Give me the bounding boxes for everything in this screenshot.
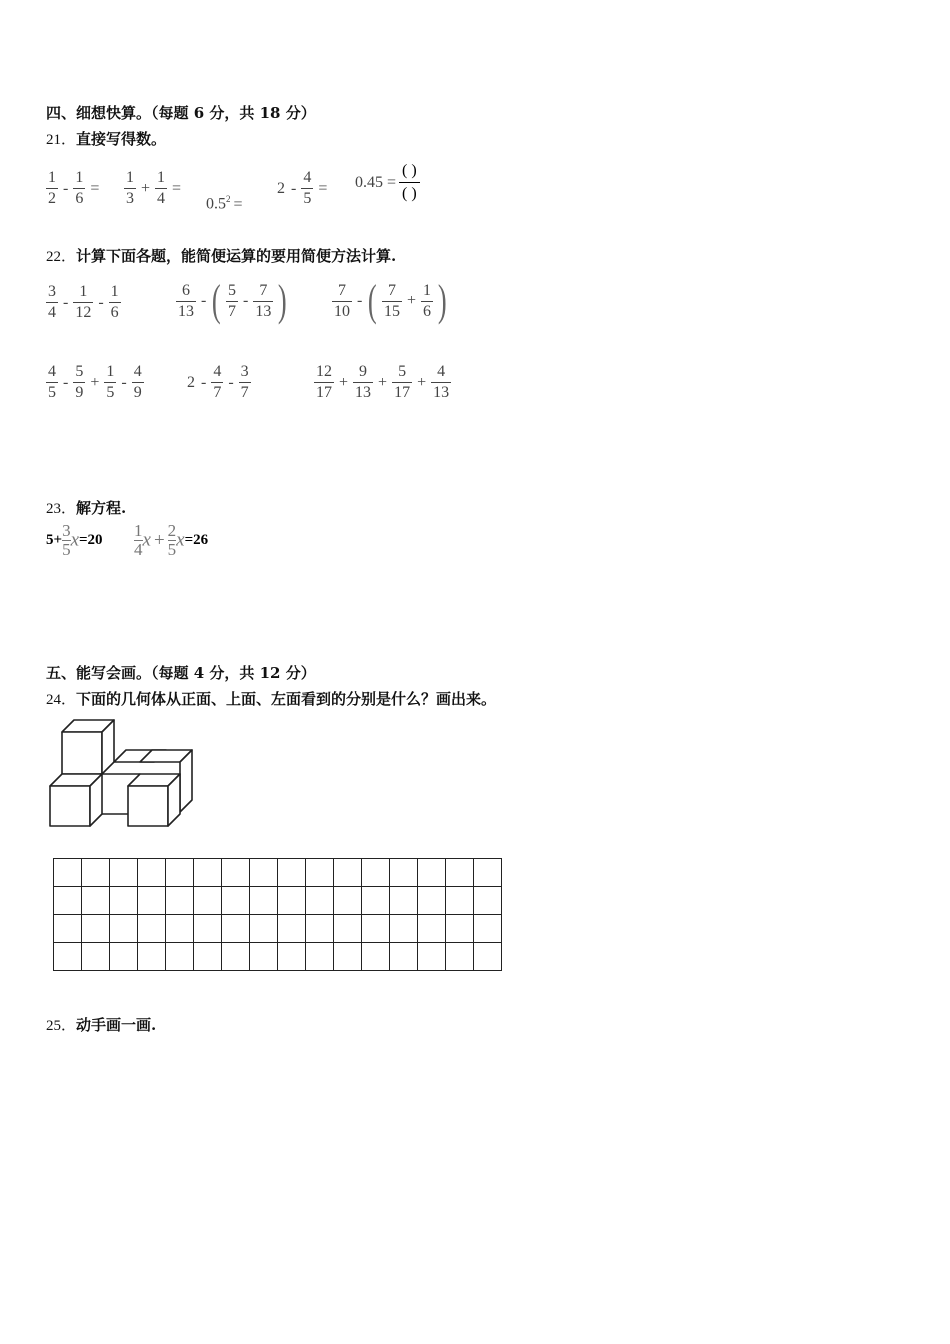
q21-expr-1: $\frac{1}{2}$ - $\frac{1}{6}$ =: [48, 169, 100, 207]
q22-problem-3: $\frac{7}{10}$ - ( $\frac{7}{15}$ + $\frac{1}{6}$ ): [334, 276, 447, 325]
grid-cell[interactable]: [362, 887, 390, 915]
grid-cell[interactable]: [166, 859, 194, 887]
grid-cell[interactable]: [390, 943, 418, 971]
grid-cell[interactable]: [222, 915, 250, 943]
grid-cell[interactable]: [334, 887, 362, 915]
grid-cell[interactable]: [474, 859, 502, 887]
grid-cell[interactable]: [138, 943, 166, 971]
q25-title: 动手画一画.: [76, 1016, 157, 1034]
q21-title: 直接写得数。: [76, 130, 167, 148]
q22-problem-1: $\frac{3}{4}$ - $\frac{1}{12}$ - $\frac{1}{6}$: [48, 283, 119, 321]
grid-cell[interactable]: [446, 887, 474, 915]
grid-cell[interactable]: [194, 915, 222, 943]
grid-cell[interactable]: [54, 887, 82, 915]
grid-cell[interactable]: [278, 915, 306, 943]
grid-cell[interactable]: [474, 943, 502, 971]
grid-cell[interactable]: [446, 859, 474, 887]
grid-cell[interactable]: [250, 943, 278, 971]
grid-cell[interactable]: [306, 943, 334, 971]
grid-cell[interactable]: [54, 859, 82, 887]
grid-cell[interactable]: [278, 943, 306, 971]
q22-problem-5: 2 - $\frac{4}{7}$ - $\frac{3}{7}$: [187, 363, 249, 401]
q22-problem-6: $\frac{12}{17}$ + $\frac{9}{13}$ + $\frac{5}{17}$ + $\frac{4}{13}$: [316, 363, 450, 401]
grid-cell[interactable]: [390, 887, 418, 915]
grid-cell[interactable]: [138, 915, 166, 943]
grid-cell[interactable]: [110, 859, 138, 887]
grid-cell[interactable]: [138, 887, 166, 915]
grid-cell[interactable]: [82, 943, 110, 971]
grid-cell[interactable]: [82, 887, 110, 915]
grid-cell[interactable]: [222, 887, 250, 915]
grid-cell[interactable]: [362, 915, 390, 943]
q25-number: 25．: [46, 1018, 77, 1034]
q23-equation-2: $\frac{1}{4}$ x + $\frac{2}{5}$ x=26: [134, 521, 209, 559]
grid-cell[interactable]: [362, 859, 390, 887]
q21-expr-3: $0.5^2$ =: [206, 194, 243, 213]
grid-cell[interactable]: [474, 915, 502, 943]
grid-row: [54, 887, 502, 915]
q23-heading: [46, 497, 126, 518]
grid-row: [54, 943, 502, 971]
grid-cell[interactable]: [110, 887, 138, 915]
section-5-title: 五、能写会画。（每题 4 分，共 12 分）: [46, 664, 316, 682]
q21-heading: [46, 128, 166, 149]
grid-cell[interactable]: [54, 943, 82, 971]
grid-cell[interactable]: [278, 859, 306, 887]
grid-cell[interactable]: [278, 887, 306, 915]
grid-cell[interactable]: [334, 859, 362, 887]
section-4-title: 四、细想快算。（每题 6 分，共 18 分）: [46, 104, 316, 122]
grid-cell[interactable]: [110, 943, 138, 971]
grid-cell[interactable]: [82, 859, 110, 887]
grid-cell[interactable]: [306, 859, 334, 887]
q22-problem-4: $\frac{4}{5}$ - $\frac{5}{9}$ + $\frac{1}{5}$ - $\frac{4}{9}$: [48, 363, 142, 401]
drawing-grid[interactable]: [53, 858, 502, 971]
grid-cell[interactable]: [390, 859, 418, 887]
q21-expr-4: 2 - $\frac{4}{5}$ =: [277, 169, 328, 207]
grid-row: [54, 915, 502, 943]
q21-expr-2: $\frac{1}{3}$ + $\frac{1}{4}$ =: [126, 169, 182, 207]
grid-cell[interactable]: [390, 915, 418, 943]
grid-cell[interactable]: [250, 859, 278, 887]
q23-title: 解方程.: [76, 499, 127, 517]
q22-heading: [46, 245, 396, 266]
q21-expr-5: 0.45 = $\frac{( )}{( )}$: [352, 160, 422, 205]
q23-number: 23．: [46, 501, 77, 517]
cube-solid-figure: [44, 716, 200, 832]
grid-cell[interactable]: [334, 915, 362, 943]
grid-cell[interactable]: [110, 915, 138, 943]
grid-cell[interactable]: [194, 887, 222, 915]
grid-cell[interactable]: [166, 915, 194, 943]
grid-cell[interactable]: [166, 943, 194, 971]
grid-cell[interactable]: [166, 887, 194, 915]
grid-cell[interactable]: [446, 943, 474, 971]
grid-cell[interactable]: [306, 887, 334, 915]
q22-number: 22．: [46, 249, 77, 265]
grid-row: [54, 859, 502, 887]
grid-cell[interactable]: [54, 915, 82, 943]
grid-cell[interactable]: [418, 887, 446, 915]
grid-cell[interactable]: [194, 859, 222, 887]
q22-title: 计算下面各题，能简便运算的要用简便方法计算.: [76, 247, 397, 265]
grid-cell[interactable]: [222, 859, 250, 887]
q22-problem-2: $\frac{6}{13}$ - ( $\frac{5}{7}$ - $\frac{7}{13}$ ): [178, 276, 288, 325]
grid-cell[interactable]: [82, 915, 110, 943]
q24-title: 下面的几何体从正面、上面、左面看到的分别是什么？画出来。: [76, 690, 497, 708]
grid-cell[interactable]: [334, 943, 362, 971]
grid-cell[interactable]: [194, 943, 222, 971]
grid-cell[interactable]: [250, 915, 278, 943]
q24-heading: [46, 688, 496, 709]
grid-cell[interactable]: [418, 859, 446, 887]
grid-cell[interactable]: [446, 915, 474, 943]
grid-cell[interactable]: [138, 859, 166, 887]
q25-heading: [46, 1014, 156, 1035]
q21-number: 21．: [46, 132, 77, 148]
grid-cell[interactable]: [418, 943, 446, 971]
q24-number: 24．: [46, 692, 77, 708]
grid-cell[interactable]: [362, 943, 390, 971]
grid-cell[interactable]: [418, 915, 446, 943]
grid-cell[interactable]: [250, 887, 278, 915]
grid-cell[interactable]: [222, 943, 250, 971]
grid-cell[interactable]: [306, 915, 334, 943]
grid-cell[interactable]: [474, 887, 502, 915]
q23-equation-1: 5+ $\frac{3}{5}$ x=20: [46, 521, 103, 559]
